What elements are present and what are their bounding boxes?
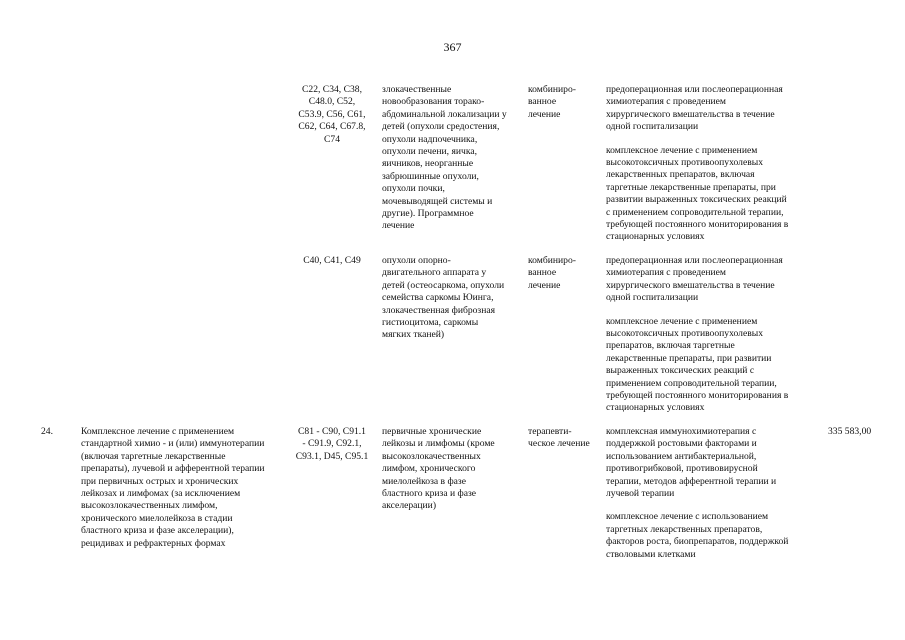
text-line: использованием антибактериальной, xyxy=(606,450,757,462)
text-line: с применением сопроводительной терапии, xyxy=(606,206,784,218)
text-line: миелолейкоза в фазе xyxy=(382,475,466,487)
method-paragraph xyxy=(606,511,788,561)
text-line: C93.1, D45, C95.1 xyxy=(295,450,369,462)
text-line: комбиниро- xyxy=(528,255,576,266)
row-1-codes xyxy=(293,84,371,146)
row-1-methods xyxy=(606,84,788,255)
text-line: лейкозы и лимфомы (кроме xyxy=(382,438,495,450)
text-line: таргетные лекарственные препараты, при xyxy=(606,181,776,193)
text-line: требующей постоянного мониторирования в xyxy=(606,219,789,231)
text-line: стационарных условиях xyxy=(606,402,705,414)
text-line: высокотоксичных противоопухолевых xyxy=(606,328,763,340)
row-3-codes xyxy=(293,426,371,463)
text-line: комплексная иммунохимиотерапия с xyxy=(606,426,757,437)
text-line: лучевой терапии xyxy=(606,488,675,500)
text-line: C53.9, C56, C61, xyxy=(298,108,366,120)
text-line: лекарственных препаратов, включая xyxy=(606,169,755,181)
text-line: Комплексное лечение с применением xyxy=(81,426,235,437)
text-line: акселерации) xyxy=(382,500,437,512)
text-line: C62, C64, C67.8, xyxy=(298,121,366,133)
text-line: химиотерапия с проведением xyxy=(606,267,726,279)
text-line: ванное xyxy=(528,96,557,108)
row-3-cost: 335 583,00 xyxy=(828,426,872,437)
text-line: комплексное лечение с применением xyxy=(606,144,758,156)
text-line: забрюшинные опухоли, xyxy=(382,170,479,182)
text-line: стволовыми клетками xyxy=(606,548,696,560)
text-line: ванное xyxy=(528,267,557,279)
row-3-methods xyxy=(606,426,788,572)
text-line: двигательного аппарата у xyxy=(382,267,487,279)
text-line: хирургического вмешательства в течение xyxy=(606,108,775,120)
text-line: другие). Программное xyxy=(382,208,474,220)
row-1-model xyxy=(382,84,507,233)
text-line: таргетных лекарственных препаратов, xyxy=(606,523,763,535)
text-line: C81 - C90, C91.1 xyxy=(298,426,366,437)
row-2-methods xyxy=(606,255,788,426)
text-line: - C91.9, C92.1, xyxy=(302,438,362,450)
text-line: рецидивах и рефрактерных формах xyxy=(81,537,226,549)
text-line: C40, C41, C49 xyxy=(303,255,361,266)
text-line: терапевти- xyxy=(528,426,572,437)
text-line: злокачественные xyxy=(382,84,452,95)
row-2-codes xyxy=(293,255,371,267)
text-line: высокотоксичных противоопухолевых xyxy=(606,157,763,169)
text-line: мочевыводящей системы и xyxy=(382,195,493,207)
text-line: развитии выраженных токсических реакций xyxy=(606,194,787,206)
text-line: комплексное лечение с применением xyxy=(606,315,758,327)
text-line: терапии, методов афферентной терапии и xyxy=(606,475,777,487)
text-line: мягких тканей) xyxy=(382,329,445,341)
text-line: лекарственные препараты, при развитии xyxy=(606,352,772,364)
text-line: опухоли печени, яичка, xyxy=(382,146,477,158)
method-paragraph xyxy=(606,255,788,305)
text-line: опухоли надпочечника, xyxy=(382,133,478,145)
row-3-name xyxy=(81,426,265,550)
row-2-treatment-type xyxy=(528,255,576,292)
method-paragraph xyxy=(606,426,788,500)
text-line: требующей постоянного мониторирования в xyxy=(606,390,789,402)
text-line: лейкозах и лимфомах (за исключением xyxy=(81,488,241,500)
text-line: стационарных условиях xyxy=(606,231,705,243)
text-line: факторов роста, биопрепаратов, поддержкой xyxy=(606,536,789,548)
text-line: комплексное лечение с использованием xyxy=(606,511,769,523)
text-line: предоперационная или послеоперационная xyxy=(606,255,783,266)
text-line: препараты), лучевой и афферентной терапии xyxy=(81,463,265,475)
text-line: препаратов, включая таргетные xyxy=(606,340,735,352)
text-line: одной госпитализации xyxy=(606,121,699,133)
text-line: первичные хронические xyxy=(382,426,482,437)
text-line: высокозлокачественных xyxy=(382,450,481,462)
method-paragraph xyxy=(606,145,788,244)
text-line: C22, C34, C38, xyxy=(302,84,362,95)
text-line: гистиоцитома, саркомы xyxy=(382,317,479,329)
text-line: C74 xyxy=(324,133,340,145)
text-line: C48.0, C52, xyxy=(308,96,356,108)
text-line: (включая таргетные лекарственные xyxy=(81,450,226,462)
text-line: опухоли опорно- xyxy=(382,255,451,266)
text-line: комбиниро- xyxy=(528,84,576,95)
text-line: ческое лечение xyxy=(528,438,590,450)
text-line: детей (остеосаркома, опухоли xyxy=(382,279,505,291)
row-1-treatment-type xyxy=(528,84,576,121)
text-line: одной госпитализации xyxy=(606,292,699,304)
text-line: стандартной химио - и (или) иммунотерапии xyxy=(81,438,265,450)
text-line: противогрибковой, противовирусной xyxy=(606,463,758,475)
text-line: новообразования торако- xyxy=(382,96,485,108)
text-line: высокозлокачественных лимфом, xyxy=(81,500,218,512)
text-line: при первичных острых и хронических xyxy=(81,475,239,487)
text-line: опухоли почки, xyxy=(382,183,445,195)
row-3-treatment-type xyxy=(528,426,590,451)
text-line: хирургического вмешательства в течение xyxy=(606,279,775,291)
text-line: бластного криза и фазе акселерации), xyxy=(81,525,234,537)
page-number: 367 xyxy=(443,40,462,54)
text-line: семейства саркомы Юинга, xyxy=(382,292,494,304)
text-line: предоперационная или послеоперационная xyxy=(606,84,783,95)
text-line: выраженных токсических реакций с xyxy=(606,365,755,377)
method-paragraph xyxy=(606,316,788,415)
row-3-number: 24. xyxy=(41,426,53,437)
text-line: яичников, неорганные xyxy=(382,158,474,170)
row-2-model xyxy=(382,255,504,342)
text-line: бластного криза и фазе xyxy=(382,488,477,500)
text-line: хронического миелолейкоза в стадии xyxy=(81,512,233,524)
text-line: злокачественная фиброзная xyxy=(382,304,496,316)
text-line: поддержкой ростовыми факторами и xyxy=(606,438,757,450)
text-line: лимфом, хронического xyxy=(382,463,476,475)
method-paragraph xyxy=(606,84,788,134)
text-line: лечение xyxy=(528,108,561,120)
text-line: химиотерапия с проведением xyxy=(606,96,726,108)
text-line: детей (опухоли средостения, xyxy=(382,121,500,133)
row-3-model xyxy=(382,426,495,513)
text-line: лечение xyxy=(382,220,415,232)
text-line: применением сопроводительной терапии, xyxy=(606,377,777,389)
text-line: абдоминальной локализации у xyxy=(382,108,507,120)
text-line: лечение xyxy=(528,279,561,291)
